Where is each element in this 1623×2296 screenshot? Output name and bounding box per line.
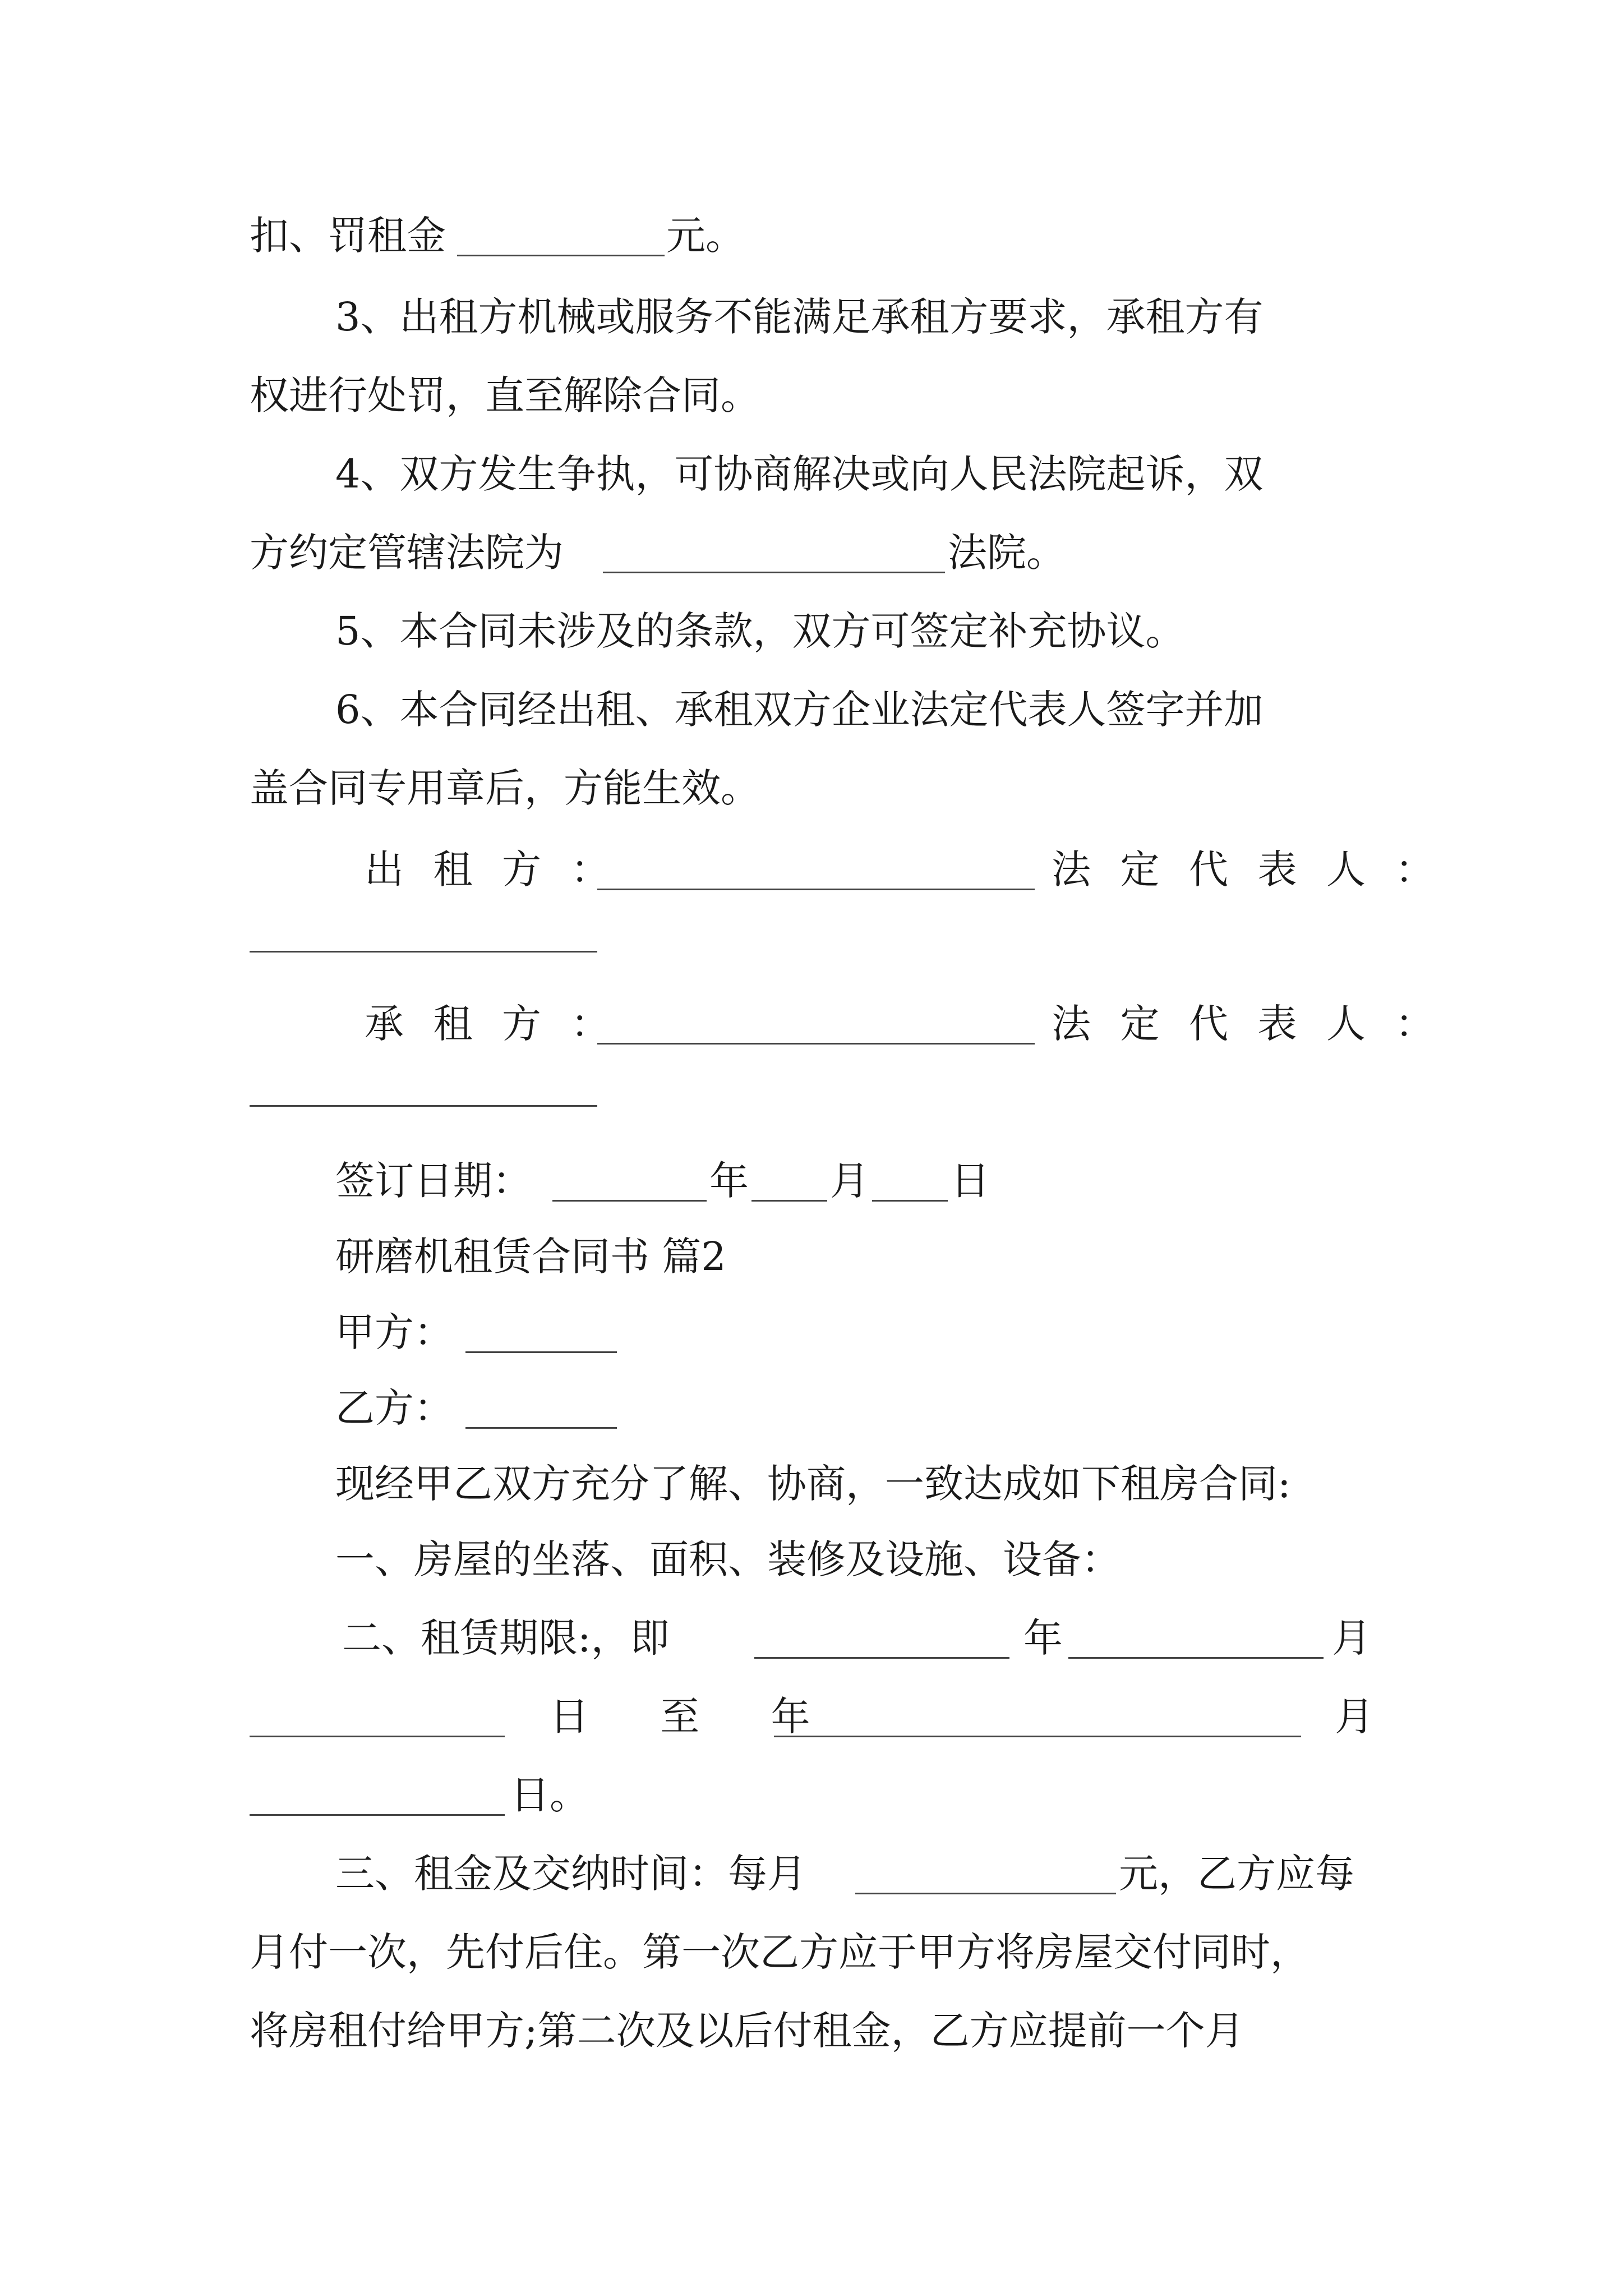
court-blank bbox=[603, 532, 945, 573]
sign-day-blank bbox=[872, 1161, 948, 1202]
lessee-name-blank bbox=[597, 1004, 1035, 1045]
lease-start-day-blank bbox=[250, 1696, 505, 1737]
party-b-blank bbox=[465, 1388, 617, 1429]
section-3-text-1: 三、租金及交纳时间：每月 bbox=[335, 1851, 806, 1897]
monthly-rent-blank bbox=[855, 1853, 1116, 1894]
lessee-legal-rep-blank bbox=[250, 1105, 597, 1107]
penalty-text: 扣、罚租金 bbox=[250, 213, 446, 259]
lease-start-year-label: 年 bbox=[1023, 1615, 1063, 1661]
clause-5-text: 5、本合同未涉及的条款，双方可签定补充协议。 bbox=[335, 608, 1185, 654]
lease-end-day-blank bbox=[250, 1775, 505, 1816]
clause-6-text-2: 盖合同专用章后，方能生效。 bbox=[250, 765, 760, 811]
contract-2-title: 研磨机租赁合同书 篇2 bbox=[335, 1234, 726, 1280]
clause-3-text-2: 权进行处罚，直至解除合同。 bbox=[250, 372, 760, 418]
party-a-label: 甲方： bbox=[335, 1309, 453, 1355]
penalty-amount-blank bbox=[457, 215, 665, 256]
sign-day-label: 日 bbox=[951, 1158, 990, 1204]
intro-text: 现经甲乙双方充分了解、协商，一致达成如下租房合同: bbox=[335, 1461, 1291, 1507]
section-3-text-3: 将房租付给甲方;第二次及以后付租金，乙方应提前一个月 bbox=[250, 2008, 1244, 2054]
lease-start-month-label: 月 bbox=[1332, 1615, 1371, 1661]
party-a-blank bbox=[465, 1312, 617, 1353]
lessor-label: 出租方： bbox=[365, 846, 639, 892]
section-1-text: 一、房屋的坐落、面积、装修及设施、设备： bbox=[335, 1536, 1121, 1582]
sign-month-label: 月 bbox=[830, 1158, 869, 1204]
lessee-legal-rep-label: 法定代表人： bbox=[1052, 1001, 1464, 1047]
lease-end-month-label: 月 bbox=[1335, 1694, 1374, 1740]
clause-6-text-1: 6、本合同经出租、承租双方企业法定代表人签字并加 bbox=[335, 687, 1264, 733]
sign-month-blank bbox=[751, 1161, 827, 1202]
lease-end-year-month-blank bbox=[774, 1696, 1301, 1737]
sign-year-blank bbox=[552, 1161, 707, 1202]
section-2-text: 二、租赁期限:，即 bbox=[342, 1615, 670, 1661]
clause-4-text-1: 4、双方发生争执，可协商解决或向人民法院起诉，双 bbox=[335, 451, 1264, 497]
lease-start-year-blank bbox=[754, 1618, 1009, 1659]
lessor-name-blank bbox=[597, 849, 1035, 890]
section-3-text-1-end: 元，乙方应每 bbox=[1119, 1851, 1354, 1897]
lessor-legal-rep-blank bbox=[250, 951, 597, 953]
sign-year-label: 年 bbox=[709, 1158, 749, 1204]
clause-4-text-2: 方约定管辖法院为 bbox=[250, 530, 564, 576]
lessor-legal-rep-label: 法定代表人： bbox=[1052, 846, 1464, 892]
court-suffix: 法院。 bbox=[948, 530, 1066, 576]
lease-end-day-label: 日。 bbox=[510, 1772, 589, 1818]
lessee-label: 承租方： bbox=[365, 1001, 639, 1047]
penalty-unit: 元。 bbox=[666, 213, 745, 259]
sign-date-label: 签订日期： bbox=[335, 1158, 532, 1204]
section-3-text-2: 月付一次，先付后住。第一次乙方应于甲方将房屋交付同时， bbox=[250, 1929, 1310, 1975]
lease-to-text: 日 至 年 bbox=[550, 1694, 840, 1740]
lease-start-month-blank bbox=[1068, 1618, 1324, 1659]
clause-3-text-1: 3、出租方机械或服务不能满足承租方要求，承租方有 bbox=[335, 294, 1264, 340]
party-b-label: 乙方： bbox=[335, 1385, 453, 1431]
